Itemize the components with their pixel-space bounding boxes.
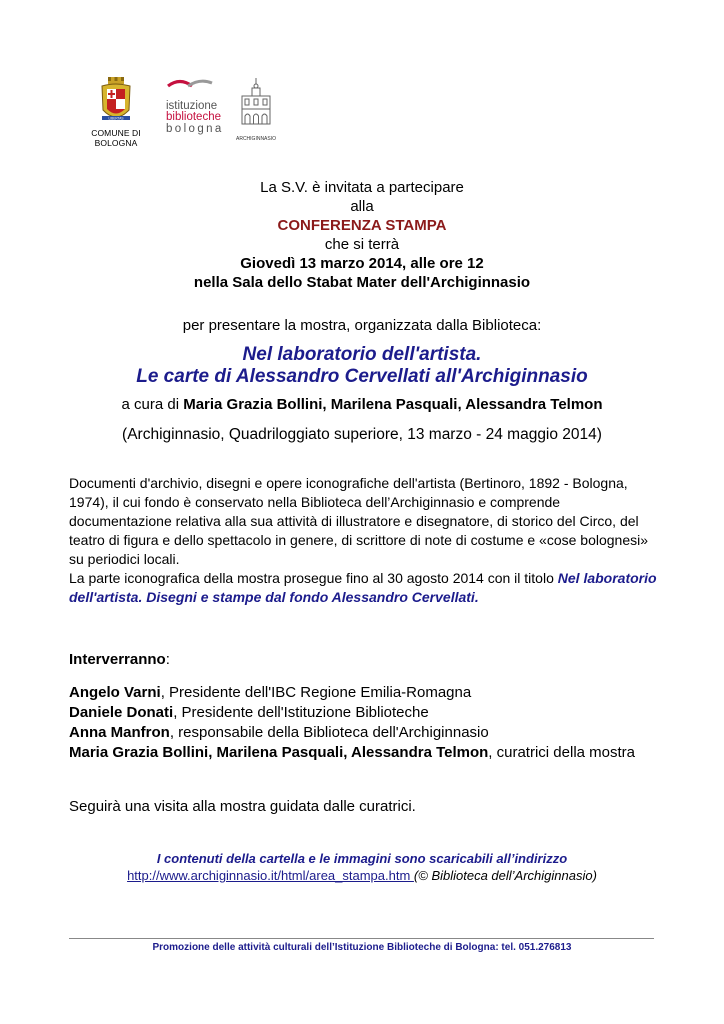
archiginnasio-building-icon <box>238 76 274 130</box>
continuation-prefix: La parte iconografica della mostra prosegue fino al 30 agosto 2014 con il titolo <box>69 570 558 586</box>
istituzione-biblioteche-logo <box>166 78 226 135</box>
copyright-credit: (© Biblioteca dell’Archiginnasio) <box>413 868 597 883</box>
istituzione-text: istituzione <box>166 100 218 112</box>
exhibition-location: (Archiginnasio, Quadriloggiato superiore, 13 marzo - 24 maggio 2014) <box>122 426 602 443</box>
download-note: I contenuti della cartella e le immagini sono scaricabili all’indirizzo <box>156 851 568 866</box>
footer-divider <box>69 938 654 939</box>
curated-by <box>60 395 664 414</box>
speaker-item <box>69 703 659 723</box>
second-exhibition-title: Nel laboratorio dell'artista. Disegni e stampe dal fondo Alessandro Cervellati. <box>69 570 657 605</box>
press-area-link[interactable]: http://www.archiginnasio.it/html/area_stampa.htm <box>127 868 414 883</box>
speaker-name: Angelo Varni <box>69 684 161 701</box>
comune-caption: COMUNE DI BOLOGNA <box>91 128 141 148</box>
speaker-item <box>69 723 659 743</box>
curators: Maria Grazia Bollini, Marilena Pasquali, Alessandra Telmon <box>183 396 603 413</box>
speaker-role: , curatrici della mostra <box>488 744 636 761</box>
exhibition-title-1: Nel laboratorio dell'artista. <box>242 344 482 365</box>
bologna-text: bologna <box>166 123 224 135</box>
speaker-name: Maria Grazia Bollini, Marilena Pasquali, Alessandra Telmon <box>69 744 489 761</box>
conference-title: CONFERENZA STAMPA <box>277 217 447 234</box>
description <box>69 474 659 607</box>
open-book-icon <box>166 78 214 94</box>
archiginnasio-caption: ARCHIGINNASIO <box>236 136 277 142</box>
archiginnasio-logo <box>236 76 276 142</box>
biblioteche-text: biblioteche <box>166 111 221 123</box>
speaker-role: , responsabile della Biblioteca dell'Archiginnasio <box>169 724 489 741</box>
bologna-crest-icon <box>99 76 133 126</box>
event-date: Giovedì 13 marzo 2014, alle ore 12 <box>240 255 484 272</box>
invite-line-1: La S.V. è invitata a partecipare <box>260 179 464 196</box>
invite-line-2: alla <box>350 198 374 215</box>
logo-bar <box>70 76 330 148</box>
speaker-item <box>69 683 659 703</box>
speaker-item <box>69 743 659 763</box>
curated-prefix: a cura di <box>121 396 184 413</box>
description-continuation <box>69 569 659 607</box>
svg-text:LIBERTAS: LIBERTAS <box>108 116 124 121</box>
invite-line-3: che si terrà <box>324 236 400 253</box>
description-paragraph: Documenti d'archivio, disegni e opere iconografiche dell'artista (Bertinoro, 1892 - Bologna, 1974), il cui fondo è conservato nella Biblioteca dell’Archiginnasio e comprende documentazione relativa alla sua attività di illustratore e disegnatore, di storico del Circo, del teatro di figura e dello spettacolo in genere, di scrittore di note di costume e «cose bolognesi» su periodici locali. <box>69 475 649 567</box>
download-line <box>60 867 664 885</box>
exhibition-title-2: Le carte di Alessandro Cervellati all'Archiginnasio <box>136 366 588 387</box>
comune-di-bologna-logo <box>74 76 158 148</box>
footer-text: Promozione delle attività culturali dell’Istituzione Biblioteche di Bologna: tel. 051.276813 <box>152 942 572 953</box>
speakers-heading: Interverranno: <box>69 651 170 668</box>
speaker-role: , Presidente dell'IBC Regione Emilia-Romagna <box>160 684 472 701</box>
speaker-name: Anna Manfron <box>69 724 170 741</box>
speaker-name: Daniele Donati <box>69 704 174 721</box>
visit-note: Seguirà una visita alla mostra guidata dalle curatrici. <box>69 798 416 815</box>
speakers-list <box>69 683 659 763</box>
speaker-role: , Presidente dell'Istituzione Biblioteche <box>173 704 429 721</box>
event-place: nella Sala dello Stabat Mater dell'Archiginnasio <box>193 274 531 291</box>
exhibition-intro: per presentare la mostra, organizzata dalla Biblioteca: <box>182 317 542 334</box>
